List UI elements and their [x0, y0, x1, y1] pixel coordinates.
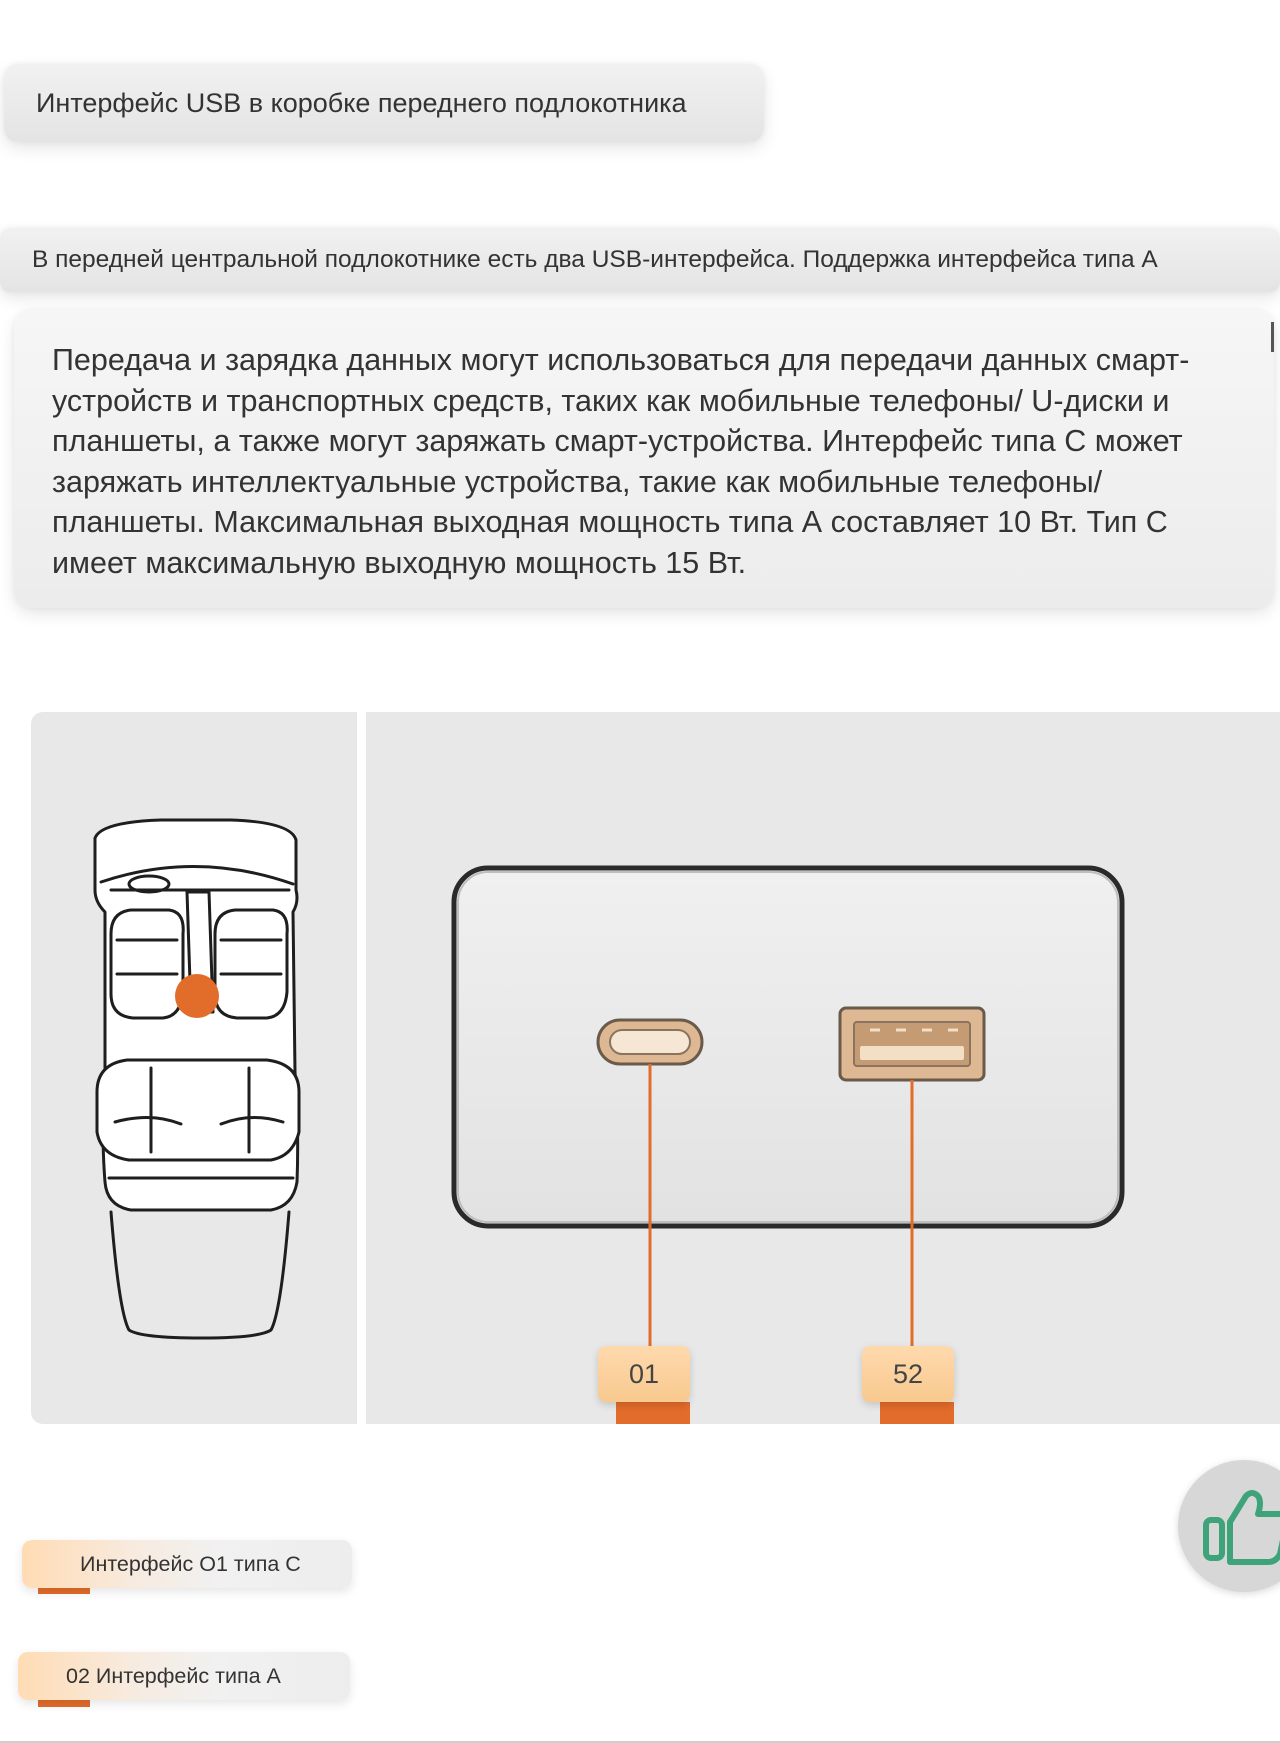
intro-text: В передней центральной подлокотнике есть два USB-интерфейса. Поддержка интерфейса типа А — [32, 246, 1158, 273]
port-closeup-illustration — [366, 712, 1280, 1424]
port-closeup-panel — [366, 712, 1280, 1424]
description-text: Передача и зарядка данных могут использоваться для передачи данных смарт-устройств и транспортных средств, таких как мобильные телефоны/ U-диски и планшеты, а также могут заряжать смарт-устройства. Интерфейс типа С может заряжать интеллектуальные устройства, такие как мобильные телефоны/планшеты. Максимальная выходная мощность типа А составляет 10 Вт. Тип С имеет максимальную выходную мощность 15 Вт. — [52, 343, 1190, 580]
callout-01-bar — [616, 1402, 690, 1424]
legend-item-type-a — [18, 1652, 350, 1700]
car-topview-panel — [31, 712, 357, 1424]
callout-01 — [598, 1346, 690, 1402]
legend-item-type-c — [22, 1540, 352, 1588]
legend-item-type-c-label: Интерфейс О1 типа С — [80, 1551, 301, 1576]
callout-01-label: 01 — [628, 1358, 660, 1389]
section-title-text: Интерфейс USB в коробке переднего подлокотника — [36, 87, 687, 118]
usb-a-port-icon — [840, 1008, 984, 1080]
callout-02-bar — [880, 1402, 954, 1424]
thumbs-up-icon — [1200, 1482, 1280, 1570]
intro-paragraph — [0, 228, 1280, 292]
callout-02-label: 52 — [892, 1358, 924, 1389]
callout-02 — [862, 1346, 954, 1402]
like-button[interactable] — [1178, 1460, 1280, 1592]
car-topview-icon — [31, 712, 357, 1424]
section-title — [4, 64, 764, 142]
location-marker — [175, 974, 219, 1018]
description-card — [14, 310, 1274, 608]
usb-c-port-icon — [598, 1020, 702, 1064]
legend-item-type-a-label: 02 Интерфейс типа А — [66, 1663, 281, 1688]
card-edge-marker — [1271, 322, 1274, 352]
